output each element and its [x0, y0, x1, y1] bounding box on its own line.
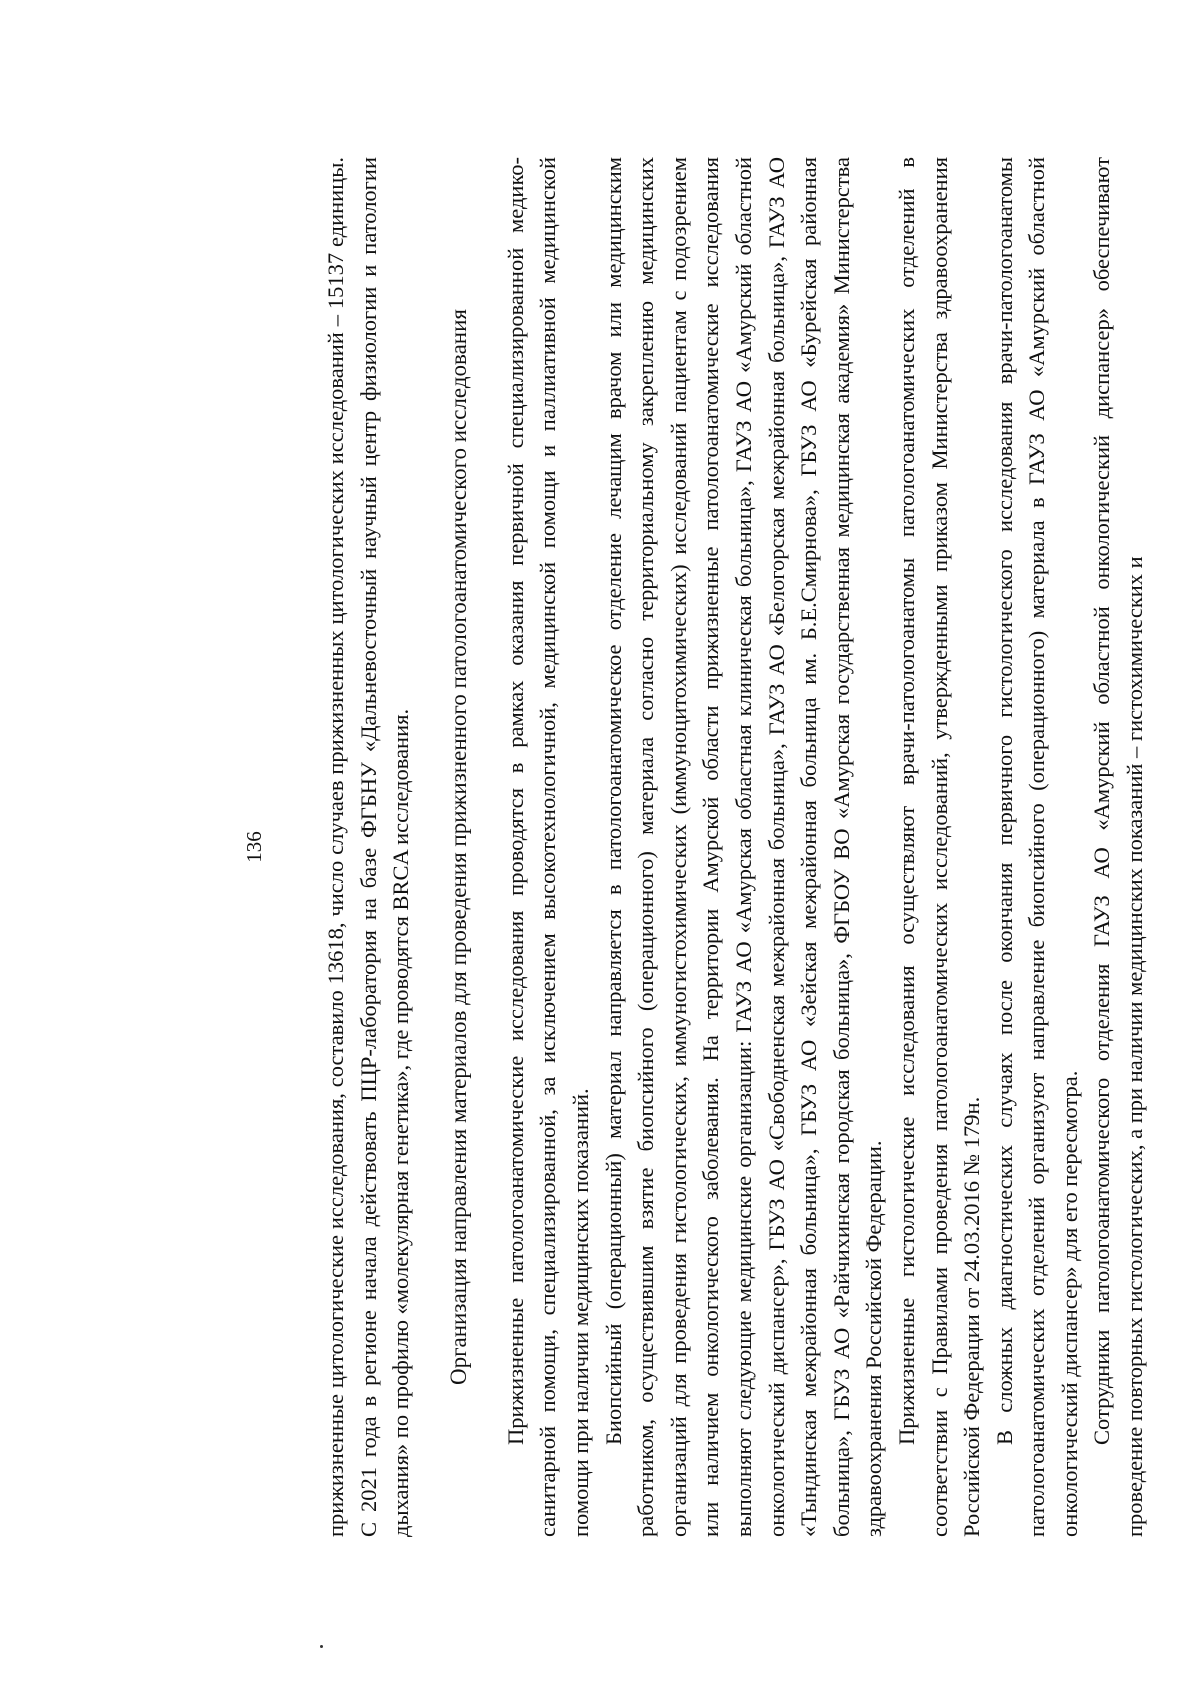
paragraph-5: Сотрудники патологоанатомического отделения ГАУЗ АО «Амурский областной онкологический диспансер» обеспечивают проведение повторных гистологических, а при наличии медицинских показаний – гистохимических и [1089, 157, 1148, 1537]
paragraph-1: Прижизненные патологоанатомические исследования проводятся в рамках оказания первичной специализированной медико-санитарной помощи, специализированной, за исключением высокотехнологичной, медицинской помощи и паллиативной медицинской помощи при наличии медицинских показаний. [502, 157, 593, 1537]
paragraph-2: Биопсийный (операционный) материал направляется в патологоанатомическое отделение лечащим врачом или медицинским работником, осуществившим взятие биопсийного (операционного) материала согласно территориальному закреплению медицинских организаций для проведения гистологических, иммуногистохимических (иммуноцитохимических) исследований пациентам с подозрением или наличием онкологического заболевания. На территории Амурской области прижизненные патологоанатомические исследования выполняют следующие медицинские организации: ГАУЗ АО «Амурская областная клиническая больница», ГАУЗ АО «Амурский областной онкологический диспансер», ГБУЗ АО «Свободненская межрайонная больница», ГАУЗ АО «Белогорская межрайонная больница», ГАУЗ АО «Тындинская межрайонная больница», ГБУЗ АО «Зейская межрайонная больница им. Б.Е.Смирнова», ГБУЗ АО «Бурейская районная больница», ГБУЗ АО «Райчихинская городская больница», ФГБОУ ВО «Амурская государственная медицинская академия» Министерства здравоохранения Российской Федерации. [600, 157, 887, 1537]
page-number: 136 [242, 831, 266, 863]
paragraph-3: Прижизненные гистологические исследования осуществляют врачи-патологоанатомы патологоанатомических отделений в соответствии с Правилами проведения патологоанатомических исследований, утвержденными приказом Министерства здравоохранения Российской Федерации от 24.03.2016 № 179н. [893, 157, 985, 1537]
paragraph-intro: прижизненные цитологические исследования, составило 13618, число случаев прижизненных цитологических исследований – 15137 единицы. С 2021 года в регионе начала действовать ПЦР-лаборатория на базе ФГБНУ «Дальневосточный научный центр физиологии и патологии дыхания» по профилю «молекулярная генетика», где проводятся BRCA исследования. [323, 157, 414, 1537]
document-page [150, 157, 1148, 1537]
section-heading: Организация направления материалов для проведения прижизненного патологоанатомического исследования [445, 309, 471, 1386]
scan-speck [320, 1645, 323, 1648]
paragraph-4: В сложных диагностических случаях после окончания первичного гистологического исследования врачи-патологоанатомы патологоанатомических отделений организуют направление биопсийного (операционного) материала в ГАУЗ АО «Амурский областной онкологический диспансер» для его пересмотра. [991, 157, 1082, 1537]
document-body [320, 157, 1152, 1537]
